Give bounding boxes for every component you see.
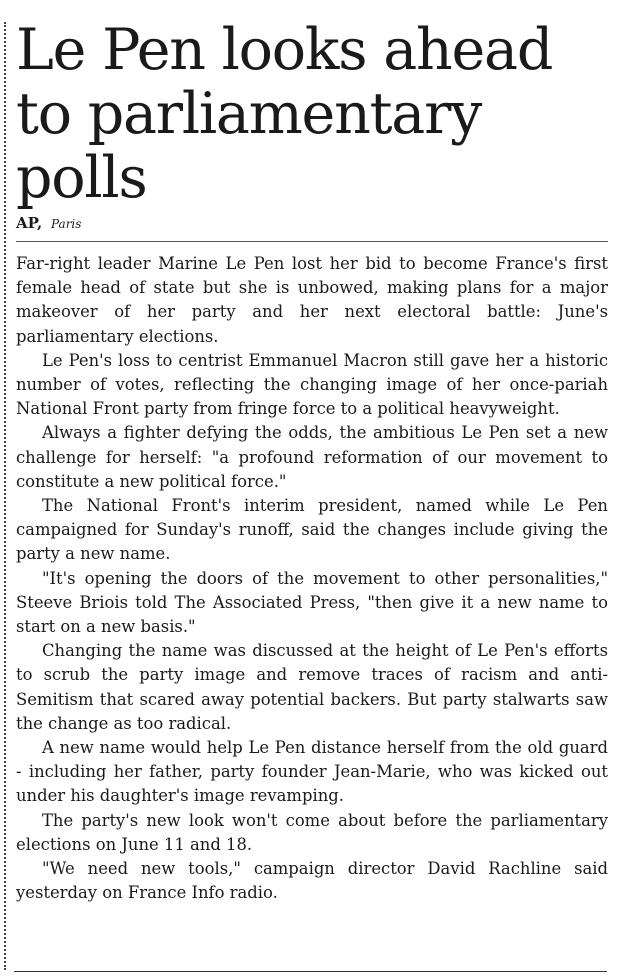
article-paragraph: Always a fighter defying the odds, the ambitious Le Pen set a new challenge for herself: "a profound reformation of our movement to constitute a new political force." [16, 423, 608, 491]
bottom-rule [14, 971, 607, 972]
byline-agency: AP, [16, 214, 43, 232]
article-paragraph: The National Front's interim president, named while Le Pen campaigned for Sunday's runoff, said the changes include giving the party a new name. [16, 496, 608, 564]
article-paragraph: Le Pen's loss to centrist Emmanuel Macron still gave her a historic number of votes, reflecting the changing image of her once-pariah National Front party from fringe force to a political heavyweight. [16, 350, 608, 419]
article-headline: Le Pen looks ahead to parliamentary polls [16, 17, 553, 211]
news-article [16, 18, 608, 905]
column-dotted-rule [4, 22, 6, 970]
article-body [16, 252, 608, 905]
byline [16, 214, 608, 242]
article-paragraph: The party's new look won't come about before the parliamentary elections on June 11 and 18. [16, 810, 608, 854]
article-paragraph: Changing the name was discussed at the height of Le Pen's efforts to scrub the party image and remove traces of racism and anti-Semitism that scared away potential backers. But party stalwarts saw the change as too radical. [16, 641, 608, 733]
byline-place: Paris [51, 217, 82, 231]
article-paragraph: A new name would help Le Pen distance herself from the old guard - including her father, party founder Jean-Marie, who was kicked out under his daughter's image revamping. [16, 738, 608, 806]
article-paragraph: Far-right leader Marine Le Pen lost her bid to become France's first female head of state but she is unbowed, making plans for a major makeover of her party and her next electoral battle: June's parliamentary elections. [16, 254, 608, 346]
article-paragraph: "It's opening the doors of the movement to other personalities," Steeve Briois told The Associated Press, "then give it a new name to start on a new basis." [16, 568, 608, 637]
article-paragraph: "We need new tools," campaign director David Rachline said yesterday on France Info radio. [16, 859, 608, 903]
